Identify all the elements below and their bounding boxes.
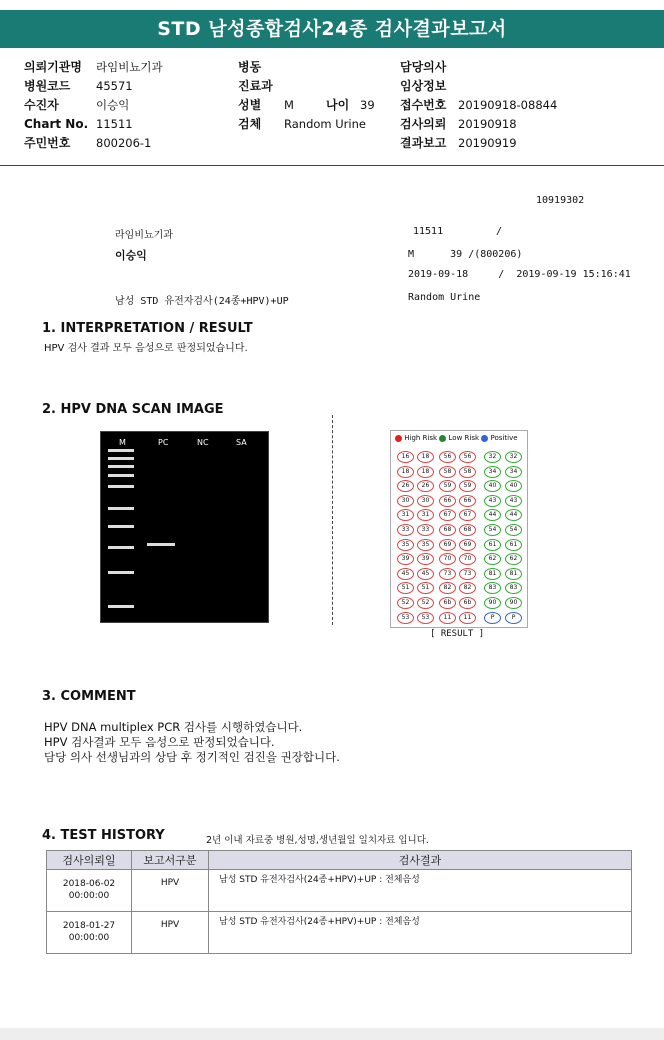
marker-band — [108, 605, 134, 608]
history-result: 남성 STD 유전자검사(24종+HPV)+UP : 전체음성 — [209, 870, 632, 912]
history-date-cell — [47, 912, 132, 954]
summary-dates: 2019-09-18 / 2019-09-19 15:16:41 — [408, 269, 631, 280]
history-table-wrap — [46, 850, 632, 954]
summary-chart-sep: / — [496, 226, 503, 237]
high-risk-dot-icon — [395, 435, 402, 442]
hpv-type-marker: 18 — [417, 466, 434, 478]
gel-lane-label: NC — [197, 438, 209, 447]
hpv-type-marker: 18 — [397, 466, 414, 478]
header-col1 — [24, 56, 163, 151]
history-col-type: 보고서구분 — [132, 851, 209, 870]
hpv-type-marker: 66 — [439, 495, 456, 507]
hpv-type-marker: 81 — [505, 568, 522, 580]
label-resident-no: 주민번호 — [24, 136, 71, 150]
hpv-type-marker: 73 — [439, 568, 456, 580]
hpv-type-marker: 90 — [505, 597, 522, 609]
hpv-legend — [390, 430, 528, 628]
hpv-type-marker: 52 — [417, 597, 434, 609]
section-4-note: 2년 이내 자료중 병원,성명,생년월일 일치자료 입니다. — [206, 835, 429, 846]
legend-high: High Risk — [404, 434, 438, 442]
hpv-type-marker: 31 — [397, 509, 414, 521]
header-col3 — [400, 56, 557, 151]
hpv-type-marker: 73 — [459, 568, 476, 580]
hpv-type-marker: 43 — [484, 495, 501, 507]
section-2-title: 2. HPV DNA SCAN IMAGE — [42, 402, 224, 417]
report-id: 10919302 — [536, 195, 585, 206]
hpv-type-marker: 39 — [397, 553, 414, 565]
low-risk-dot-icon — [439, 435, 446, 442]
table-row — [47, 870, 632, 912]
history-date: 2018-06-02 — [62, 879, 116, 889]
label-specimen: 검체 — [238, 117, 262, 131]
header-col2 — [238, 56, 375, 132]
history-header-row — [47, 851, 632, 870]
label-clinic: 의뢰기관명 — [24, 60, 82, 74]
hpv-type-marker: 30 — [417, 495, 434, 507]
table-row — [47, 912, 632, 954]
hpv-type-marker: 70 — [439, 553, 456, 565]
marker-band — [108, 525, 134, 528]
marker-band — [108, 449, 134, 452]
label-sex: 성별 — [238, 98, 262, 112]
hpv-type-marker: 59 — [459, 480, 476, 492]
hpv-type-marker: 69 — [459, 539, 476, 551]
hpv-type-marker: 53 — [417, 612, 434, 624]
marker-band — [108, 571, 134, 574]
hpv-type-marker: 58 — [459, 466, 476, 478]
history-col-result: 검사결과 — [209, 851, 632, 870]
hpv-type-marker: 56 — [459, 451, 476, 463]
hpv-type-marker: 35 — [397, 539, 414, 551]
history-date: 2018-01-27 — [62, 921, 116, 931]
label-receipt-no: 접수번호 — [400, 98, 447, 112]
hpv-type-marker: 16 — [397, 451, 414, 463]
hpv-type-marker: 82 — [459, 582, 476, 594]
summary-clinic: 라임비뇨기과 — [115, 230, 173, 241]
label-ward: 병동 — [238, 60, 262, 74]
hpv-type-marker: 35 — [417, 539, 434, 551]
history-type: HPV — [132, 870, 209, 912]
hpv-type-marker: 34 — [484, 466, 501, 478]
hpv-type-marker: 62 — [505, 553, 522, 565]
legend-result-label: [ RESULT ] — [430, 629, 485, 639]
section-4-title: 4. TEST HISTORY — [42, 828, 165, 843]
hpv-type-marker: 44 — [484, 509, 501, 521]
label-doctor: 담당의사 — [400, 60, 447, 74]
hpv-type-marker: 40 — [505, 480, 522, 492]
label-hospital-code: 병원코드 — [24, 79, 71, 93]
marker-band — [108, 457, 134, 460]
comment-line: HPV DNA multiplex PCR 검사를 시행하였습니다. — [44, 720, 303, 734]
marker-band — [108, 507, 134, 510]
hpv-type-marker: 83 — [505, 582, 522, 594]
hpv-type-marker: 33 — [417, 524, 434, 536]
hpv-type-marker: 54 — [505, 524, 522, 536]
summary-name: 이승익 — [115, 249, 147, 262]
hpv-type-marker: 26 — [397, 480, 414, 492]
legend-low: Low Risk — [448, 434, 480, 442]
value-sex: M — [284, 98, 294, 112]
comment-line: 담당 의사 선생님과의 상담 후 정기적인 검진을 권장합니다. — [44, 750, 340, 764]
label-request-date: 검사의뢰 — [400, 117, 447, 131]
value-resident-no: 800206-1 — [96, 136, 152, 150]
hpv-type-marker: 90 — [484, 597, 501, 609]
hpv-type-marker: 6b — [439, 597, 456, 609]
hpv-type-marker: 45 — [397, 568, 414, 580]
header-info — [0, 50, 664, 166]
hpv-type-marker: 58 — [439, 466, 456, 478]
hpv-type-marker: 40 — [484, 480, 501, 492]
report-title: STD 남성종합검사24종 검사결과보고서 — [0, 10, 664, 48]
label-clinical-info: 임상정보 — [400, 79, 447, 93]
comment-line: HPV 검사결과 모두 음성으로 판정되었습니다. — [44, 735, 275, 749]
value-clinic: 라임비뇨기과 — [96, 60, 163, 74]
summary-chart: 11511 — [413, 226, 444, 237]
label-patient: 수진자 — [24, 98, 59, 112]
hpv-type-marker: 53 — [397, 612, 414, 624]
hpv-type-marker: 33 — [397, 524, 414, 536]
hpv-type-marker: 44 — [505, 509, 522, 521]
label-age: 나이 — [326, 98, 350, 112]
hpv-type-marker: 61 — [505, 539, 522, 551]
hpv-type-marker: P — [505, 612, 522, 624]
hpv-type-marker: 26 — [417, 480, 434, 492]
gel-lane-label: SA — [236, 438, 247, 447]
history-col-date: 검사의뢰일 — [47, 851, 132, 870]
hpv-type-marker: 54 — [484, 524, 501, 536]
value-report-date: 20190919 — [458, 136, 517, 150]
gel-image — [100, 431, 269, 623]
marker-band — [108, 546, 134, 549]
section-1-title: 1. INTERPRETATION / RESULT — [42, 321, 253, 336]
hpv-type-marker: 11 — [439, 612, 456, 624]
hpv-type-marker: 81 — [484, 568, 501, 580]
value-hospital-code: 45571 — [96, 79, 133, 93]
summary-test: 남성 STD 유전자검사(24종+HPV)+UP — [115, 296, 289, 307]
marker-band — [108, 485, 134, 488]
hpv-type-marker: 68 — [439, 524, 456, 536]
history-table — [46, 850, 632, 954]
hpv-type-marker: 83 — [484, 582, 501, 594]
gel-lane-label: PC — [158, 438, 169, 447]
label-report-date: 결과보고 — [400, 136, 447, 150]
pc-band — [147, 543, 175, 546]
hpv-type-marker: 18 — [417, 451, 434, 463]
history-type: HPV — [132, 912, 209, 954]
history-time: 00:00:00 — [68, 891, 110, 901]
divider-dashed — [332, 415, 333, 625]
page-bottom-band — [0, 1028, 664, 1040]
hpv-type-marker: 67 — [459, 509, 476, 521]
hpv-type-marker: 39 — [417, 553, 434, 565]
legend-header — [395, 434, 518, 442]
value-chart-no: 11511 — [96, 117, 133, 131]
hpv-type-marker: 31 — [417, 509, 434, 521]
hpv-type-marker: 32 — [484, 451, 501, 463]
hpv-type-marker: 45 — [417, 568, 434, 580]
hpv-type-marker: 51 — [397, 582, 414, 594]
hpv-type-marker: 56 — [439, 451, 456, 463]
hpv-type-marker: 30 — [397, 495, 414, 507]
hpv-type-marker: 61 — [484, 539, 501, 551]
hpv-type-marker: 34 — [505, 466, 522, 478]
hpv-type-marker: P — [484, 612, 501, 624]
label-chart-no: Chart No. — [24, 117, 89, 131]
history-date-cell — [47, 870, 132, 912]
hpv-type-marker: 11 — [459, 612, 476, 624]
hpv-type-marker: 70 — [459, 553, 476, 565]
hpv-type-marker: 6b — [459, 597, 476, 609]
value-specimen: Random Urine — [284, 117, 366, 131]
hpv-type-marker: 43 — [505, 495, 522, 507]
hpv-type-marker: 68 — [459, 524, 476, 536]
hpv-type-marker: 32 — [505, 451, 522, 463]
marker-band — [108, 474, 134, 477]
positive-dot-icon — [481, 435, 488, 442]
history-result: 남성 STD 유전자검사(24종+HPV)+UP : 전체음성 — [209, 912, 632, 954]
legend-pos: Positive — [490, 434, 518, 442]
section-3-title: 3. COMMENT — [42, 689, 136, 704]
value-request-date: 20190918 — [458, 117, 517, 131]
hpv-type-marker: 59 — [439, 480, 456, 492]
hpv-type-marker: 66 — [459, 495, 476, 507]
hpv-type-marker: 62 — [484, 553, 501, 565]
summary-sex-age: M 39 /(800206) — [408, 249, 523, 260]
marker-band — [108, 465, 134, 468]
hpv-type-marker: 69 — [439, 539, 456, 551]
hpv-type-marker: 51 — [417, 582, 434, 594]
section-3-comment — [44, 720, 340, 765]
gel-lane-label: M — [119, 438, 126, 447]
value-receipt-no: 20190918-08844 — [458, 98, 558, 112]
section-1-text: HPV 검사 결과 모두 음성으로 판정되었습니다. — [44, 343, 248, 354]
summary-specimen: Random Urine — [408, 292, 481, 303]
history-time: 00:00:00 — [68, 933, 110, 943]
hpv-type-marker: 67 — [439, 509, 456, 521]
label-department: 진료과 — [238, 79, 273, 93]
hpv-type-marker: 52 — [397, 597, 414, 609]
hpv-type-marker: 82 — [439, 582, 456, 594]
value-age: 39 — [360, 98, 375, 112]
value-patient: 이승익 — [96, 98, 130, 112]
